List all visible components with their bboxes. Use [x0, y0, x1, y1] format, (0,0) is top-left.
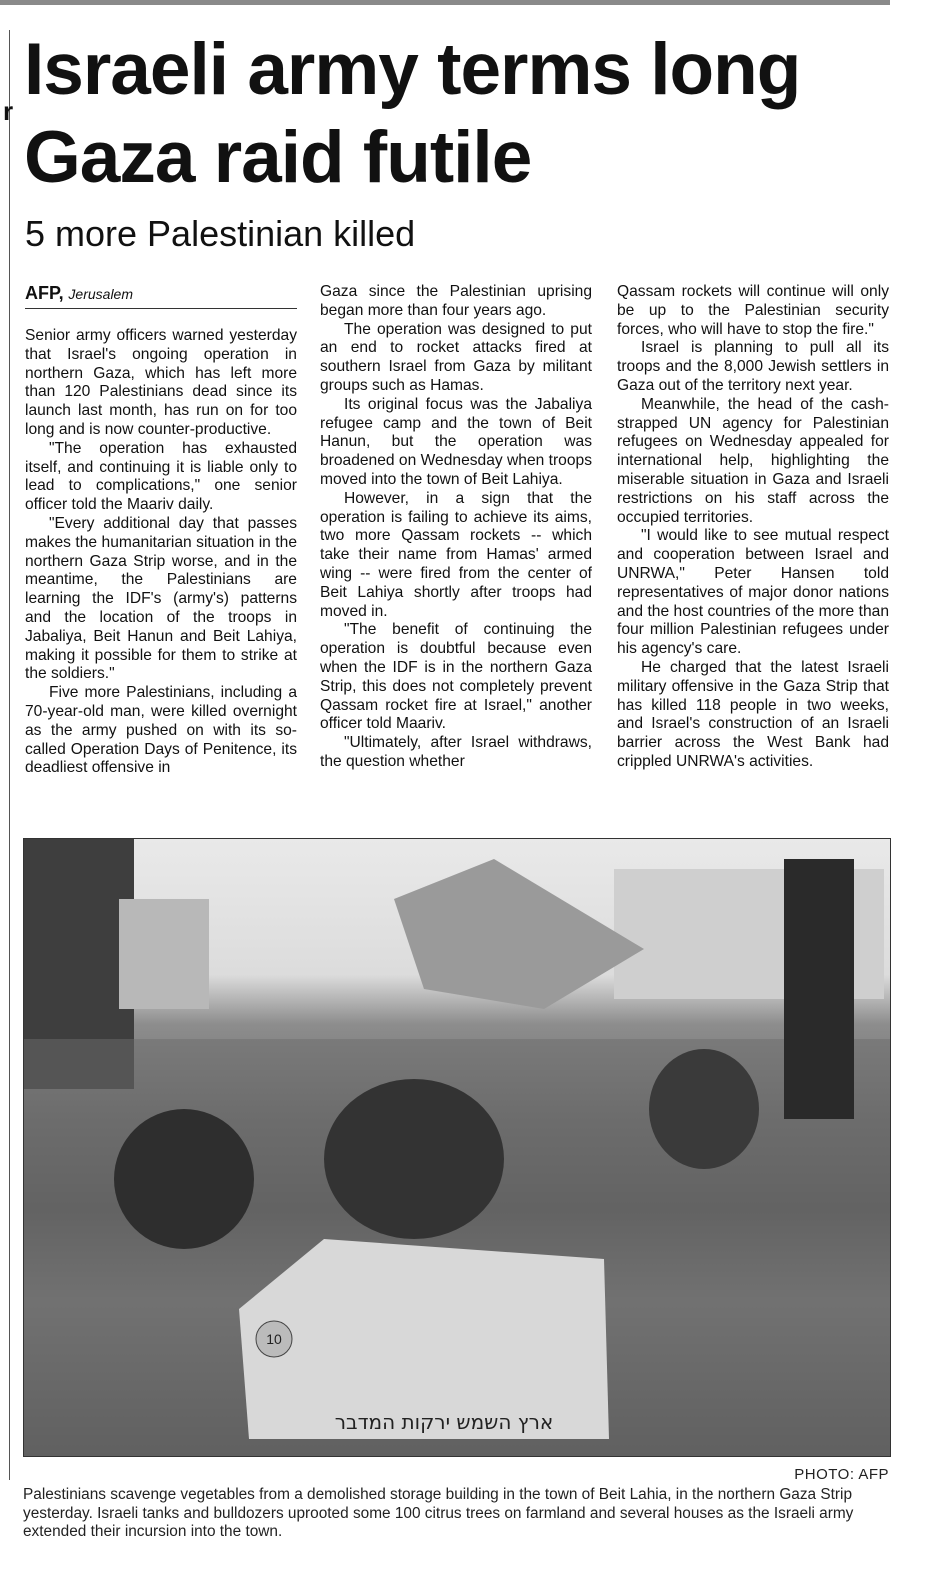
paragraph: Israel is planning to pull all its troops and the 8,000 Jewish settlers in Gaza out of the territory next year. [617, 339, 889, 394]
paragraph: Qassam rockets will continue will only be up to the Palestinian security forces, who will have to stop the fire." [617, 283, 889, 338]
byline-location: Jerusalem [68, 286, 134, 302]
news-photo [23, 838, 891, 1457]
paragraph: However, in a sign that the operation is failing to achieve its aims, two more Qassam rockets -- which take their name from Hamas' armed wing -- were fired from the center of Beit Lahiya shortly after troops had moved in. [320, 489, 592, 620]
paragraph: "Every additional day that passes makes the humanitarian situation in the northern Gaza Strip worse, and in the meantime, the Palestinians are learning the IDF's (army's) patterns and the location of the troops in Jabaliya, Beit Hanun and Beit Lahiya, making it possible for them to strike at the soldiers." [25, 514, 297, 683]
paragraph: Its original focus was the Jabaliya refugee camp and the town of Beit Hanun, but the operation was broadened on Wednesday when troops moved into the town of Beit Lahiya. [320, 395, 592, 488]
byline [25, 283, 297, 309]
paragraph: "Ultimately, after Israel withdraws, the question whether [320, 734, 592, 770]
vegetable-box [239, 1239, 609, 1439]
paragraph: "I would like to see mutual respect and cooperation between Israel and UNRWA," Peter Hansen told representatives of major donor nations and the host countries of the more than four million Palestinian refugees under his agency's care. [617, 527, 889, 658]
box-badge-number: 10 [266, 1331, 282, 1347]
paragraph: Meanwhile, the head of the cash-strapped UN agency for Palestinian refugees on Wednesday appealed for international help, highlighting the miserable situation in Gaza and Israeli restrictions on his staff across the occupied territories. [617, 395, 889, 526]
paragraph: The operation was designed to put an end to rocket attacks fired at southern Israel from Gaza by militant groups such as Hamas. [320, 320, 592, 394]
paragraph: Gaza since the Palestinian uprising began more than four years ago. [320, 283, 592, 319]
paragraph: Senior army officers warned yesterday that Israel's ongoing operation in northern Gaza, which has left more than 120 Palestinians dead since its launch last month, has run on for too long and is now counter-productive. [25, 327, 297, 438]
paragraph: Five more Palestinians, including a 70-year-old man, were killed overnight as the army pushed on with its so-called Operation Days of Penitence, its deadliest offensive in [25, 684, 297, 777]
top-rule [0, 0, 890, 5]
paragraph: He charged that the latest Israeli military offensive in the Gaza Strip that has killed 118 people in two weeks, and Israel's construction of an Israeli barrier across the West Bank had crippled UNRWA's activities. [617, 658, 889, 770]
article-column-2 [320, 283, 592, 772]
building-left [119, 899, 209, 1009]
subheadline: 5 more Palestinian killed [25, 213, 416, 254]
person-bending [649, 1049, 759, 1169]
photo-illustration [24, 839, 890, 1456]
article-column-3 [617, 283, 889, 772]
collapsed-roof [394, 859, 644, 1009]
photo-credit: PHOTO: AFP [794, 1466, 889, 1483]
stray-letter: r [3, 96, 14, 126]
paragraph: "The operation has exhausted itself, and continuing it is liable only to lead to complications," one senior officer told the Maariv daily. [25, 439, 297, 514]
byline-agency: AFP, [25, 283, 64, 303]
photo-caption: Palestinians scavenge vegetables from a demolished storage building in the town of Beit Lahia, in the northern Gaza Strip yesterday. Israeli tanks and bulldozers uprooted some 100 citrus trees on farmland and several houses as the Israeli army extended their incursion into the town. [23, 1486, 854, 1541]
box-hebrew-text: ארץ השמש ירקות המדבר [334, 1410, 554, 1434]
paragraph: "The benefit of continuing the operation is doubtful because even when the IDF is in the northern Gaza Strip, this does not completely prevent Qassam rocket fire at Israel," another officer told Maariv. [320, 621, 592, 733]
article-column-1 [25, 283, 297, 778]
column-rule [9, 30, 10, 1480]
boy-center [324, 1079, 504, 1239]
man-standing [784, 859, 854, 1119]
headline: Israeli army terms long Gaza raid futile [24, 29, 801, 198]
boy-left [114, 1109, 254, 1249]
